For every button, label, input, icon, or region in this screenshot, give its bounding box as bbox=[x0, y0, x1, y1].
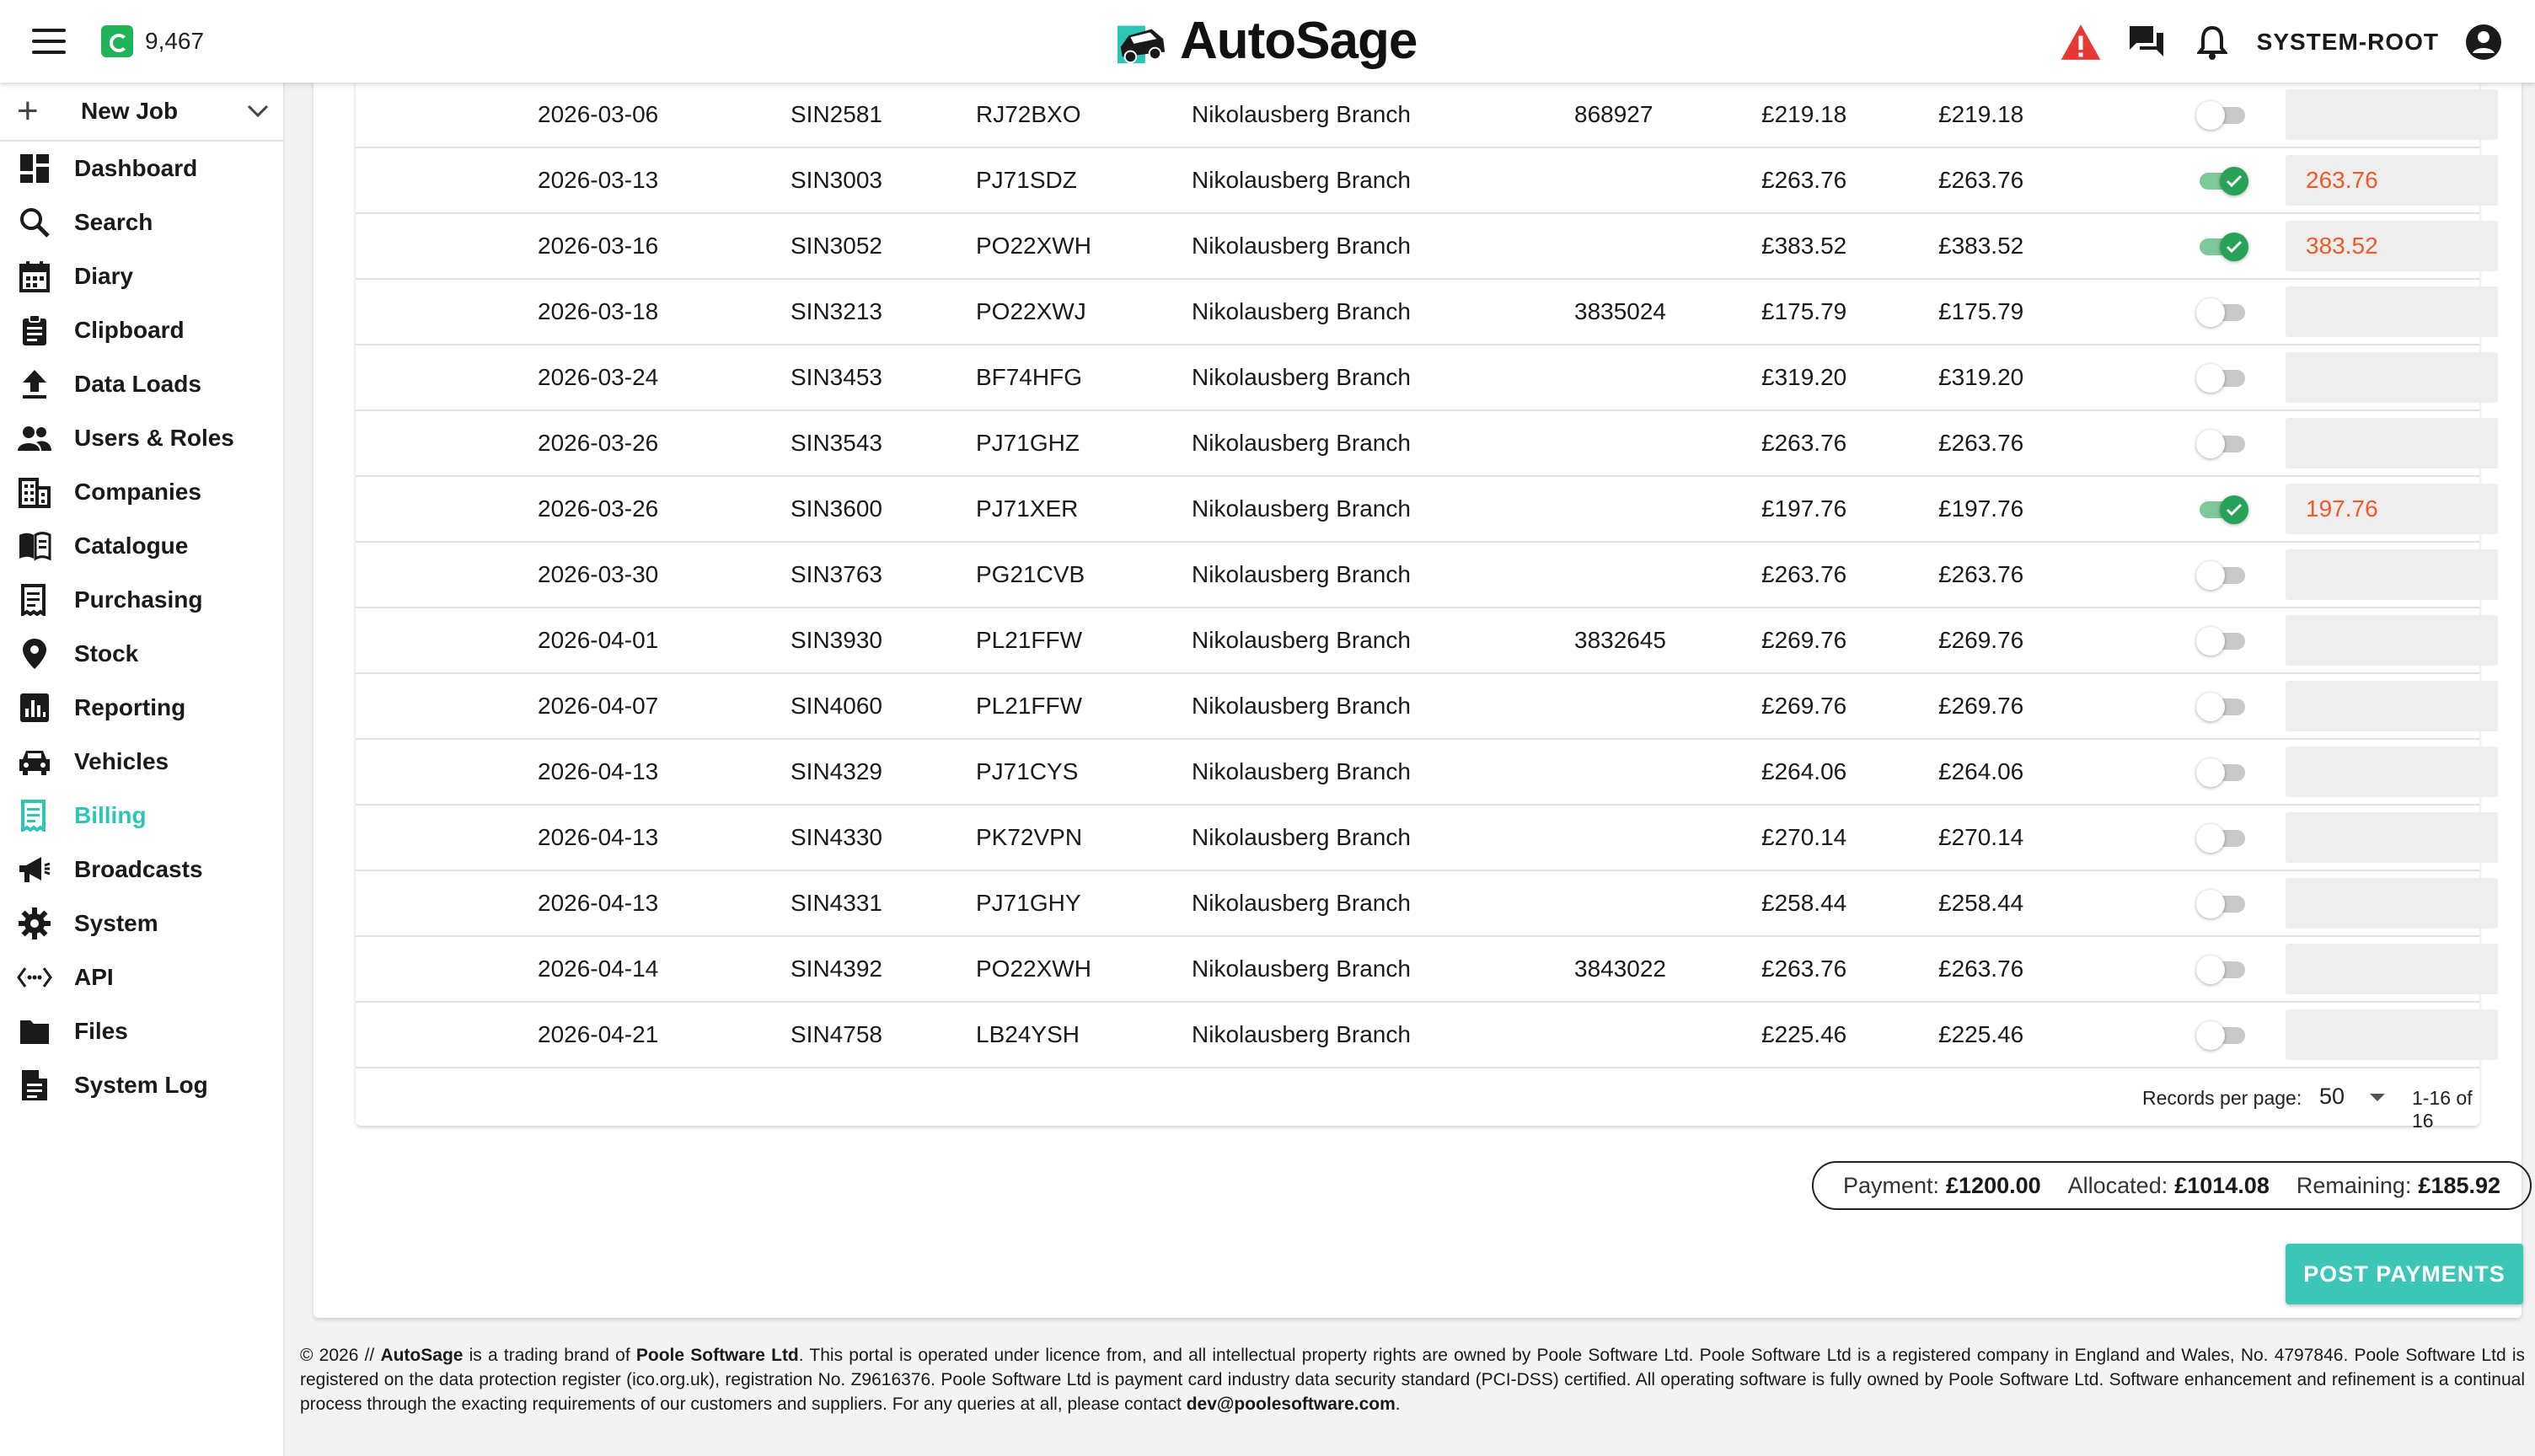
invoice-number-cell: SIN3930 bbox=[791, 627, 882, 653]
sidebar-item-catalogue[interactable] bbox=[0, 519, 283, 573]
brand-name: AutoSage bbox=[1180, 11, 1418, 70]
upload-icon bbox=[17, 367, 52, 402]
invoice-number-cell: SIN3052 bbox=[791, 233, 882, 259]
branch-cell: Nikolausberg Branch bbox=[1192, 890, 1411, 916]
new-job-label: New Job bbox=[81, 98, 179, 124]
api-icon bbox=[17, 960, 52, 995]
toggle-knob bbox=[2196, 758, 2225, 787]
allocation-amount-input[interactable] bbox=[2286, 944, 2498, 994]
footer-company: Poole Software Ltd bbox=[635, 1346, 799, 1365]
vehicle-reg-cell: PO22XWH bbox=[976, 233, 1091, 259]
allocate-toggle[interactable] bbox=[2196, 630, 2248, 652]
top-bar bbox=[0, 0, 2535, 83]
toggle-knob bbox=[2196, 627, 2225, 656]
sidebar-item-system-log[interactable] bbox=[0, 1058, 283, 1112]
credit-balance[interactable] bbox=[101, 25, 204, 57]
outstanding-amount-cell: £175.79 bbox=[1938, 298, 2024, 324]
billing-icon bbox=[17, 798, 52, 833]
sidebar-item-users-roles[interactable] bbox=[0, 411, 283, 465]
outstanding-amount-cell: £263.76 bbox=[1938, 430, 2024, 456]
main-content bbox=[285, 83, 2535, 1456]
allocate-toggle[interactable] bbox=[2196, 499, 2248, 521]
table-row bbox=[356, 411, 2479, 477]
nav-list bbox=[0, 142, 283, 1112]
sidebar-item-label: Vehicles bbox=[74, 748, 169, 774]
toggle-knob bbox=[2196, 101, 2225, 130]
invoice-date-cell: 2026-04-21 bbox=[538, 1021, 659, 1047]
document-icon bbox=[17, 1068, 52, 1103]
sidebar-item-label: Stock bbox=[74, 640, 139, 666]
allocation-amount-input[interactable] bbox=[2286, 615, 2498, 666]
menu-icon[interactable] bbox=[32, 29, 66, 54]
vehicle-reg-cell: PJ71CYS bbox=[976, 758, 1079, 784]
credit-count: 9,467 bbox=[145, 28, 205, 54]
building-icon bbox=[17, 474, 52, 510]
order-number-cell: 3835024 bbox=[1574, 298, 1667, 324]
footer bbox=[300, 1343, 2525, 1416]
invoice-total-cell: £219.18 bbox=[1761, 101, 1847, 127]
dropdown-arrow-icon[interactable] bbox=[2370, 1094, 2385, 1101]
credit-icon bbox=[101, 25, 133, 57]
check-icon bbox=[2226, 174, 2243, 188]
table-row bbox=[356, 280, 2479, 345]
sidebar-item-broadcasts[interactable] bbox=[0, 843, 283, 897]
remaining-value: £185.92 bbox=[2418, 1172, 2501, 1198]
sidebar bbox=[0, 83, 285, 1456]
invoice-number-cell: SIN4060 bbox=[791, 693, 882, 719]
toggle-knob bbox=[2196, 561, 2225, 590]
vehicle-reg-cell: PG21CVB bbox=[976, 561, 1085, 587]
branch-cell: Nikolausberg Branch bbox=[1192, 495, 1411, 522]
calendar-icon bbox=[17, 259, 52, 294]
new-job-button[interactable] bbox=[0, 83, 283, 142]
outstanding-amount-cell: £263.76 bbox=[1938, 956, 2024, 982]
invoice-date-cell: 2026-04-01 bbox=[538, 627, 659, 653]
outstanding-amount-cell: £269.76 bbox=[1938, 627, 2024, 653]
toggle-knob bbox=[2196, 430, 2225, 458]
sidebar-item-vehicles[interactable] bbox=[0, 735, 283, 789]
location-pin-icon bbox=[17, 636, 52, 672]
invoice-date-cell: 2026-03-06 bbox=[538, 101, 659, 127]
allocate-toggle[interactable] bbox=[2196, 433, 2248, 455]
clipboard-icon bbox=[17, 313, 52, 348]
allocate-toggle[interactable] bbox=[2196, 170, 2248, 192]
vehicle-reg-cell: PJ71SDZ bbox=[976, 167, 1077, 193]
car-icon bbox=[17, 744, 52, 779]
outstanding-amount-cell: £263.76 bbox=[1938, 561, 2024, 587]
footer-brand: AutoSage bbox=[380, 1346, 464, 1365]
sidebar-item-label: Reporting bbox=[74, 694, 186, 720]
invoice-date-cell: 2026-03-30 bbox=[538, 561, 659, 587]
invoice-total-cell: £263.76 bbox=[1761, 167, 1847, 193]
allocation-amount-input[interactable] bbox=[2286, 89, 2498, 140]
toggle-knob bbox=[2196, 890, 2225, 918]
allocate-toggle[interactable] bbox=[2196, 959, 2248, 981]
invoice-date-cell: 2026-03-13 bbox=[538, 167, 659, 193]
invoice-number-cell: SIN4329 bbox=[791, 758, 882, 784]
footer-suffix: . bbox=[1395, 1394, 1401, 1414]
toggle-knob bbox=[2196, 1021, 2225, 1050]
invoice-date-cell: 2026-04-13 bbox=[538, 890, 659, 916]
outstanding-amount-cell: £270.14 bbox=[1938, 824, 2024, 850]
order-number-cell: 3843022 bbox=[1574, 956, 1667, 982]
check-icon bbox=[2226, 503, 2243, 517]
allocation-amount-input[interactable]: 197.76 bbox=[2286, 484, 2498, 534]
vehicle-reg-cell: RJ72BXO bbox=[976, 101, 1081, 127]
sidebar-item-label: Broadcasts bbox=[74, 856, 203, 882]
invoice-total-cell: £269.76 bbox=[1761, 693, 1847, 719]
payment-summary bbox=[1812, 1161, 2532, 1210]
sidebar-item-reporting[interactable] bbox=[0, 681, 283, 735]
pagination bbox=[356, 1068, 2479, 1132]
sidebar-item-billing[interactable] bbox=[0, 789, 283, 843]
allocation-amount-input[interactable] bbox=[2286, 747, 2498, 797]
receipt-icon bbox=[17, 582, 52, 618]
sidebar-item-label: Files bbox=[74, 1018, 128, 1044]
invoice-number-cell: SIN2581 bbox=[791, 101, 882, 127]
table-row bbox=[356, 83, 2479, 148]
invoice-total-cell: £263.76 bbox=[1761, 561, 1847, 587]
sidebar-item-clipboard[interactable] bbox=[0, 303, 283, 357]
invoice-total-cell: £319.20 bbox=[1761, 364, 1847, 390]
toggle-knob bbox=[2220, 233, 2248, 261]
vehicle-reg-cell: PJ71GHY bbox=[976, 890, 1081, 916]
sidebar-item-label: Purchasing bbox=[74, 586, 203, 613]
book-icon bbox=[17, 528, 52, 564]
outstanding-amount-cell: £269.76 bbox=[1938, 693, 2024, 719]
invoice-date-cell: 2026-04-13 bbox=[538, 824, 659, 850]
allocation-amount-input[interactable] bbox=[2286, 1009, 2498, 1060]
sidebar-item-dashboard[interactable] bbox=[0, 142, 283, 195]
branch-cell: Nikolausberg Branch bbox=[1192, 167, 1411, 193]
invoice-total-cell: £264.06 bbox=[1761, 758, 1847, 784]
megaphone-icon bbox=[17, 852, 52, 887]
account-icon[interactable] bbox=[2463, 21, 2505, 63]
billing-card bbox=[314, 83, 2522, 1318]
sidebar-item-label: System Log bbox=[74, 1072, 208, 1098]
sidebar-item-api[interactable] bbox=[0, 950, 283, 1004]
table-row bbox=[356, 1003, 2479, 1068]
header-actions bbox=[2060, 20, 2505, 64]
branch-cell: Nikolausberg Branch bbox=[1192, 824, 1411, 850]
sidebar-item-label: Diary bbox=[74, 263, 134, 289]
branch-cell: Nikolausberg Branch bbox=[1192, 298, 1411, 324]
allocated-value: £1014.08 bbox=[2174, 1172, 2270, 1198]
sidebar-item-label: Dashboard bbox=[74, 155, 198, 181]
vehicle-reg-cell: PL21FFW bbox=[976, 627, 1083, 653]
branch-cell: Nikolausberg Branch bbox=[1192, 430, 1411, 456]
invoice-date-cell: 2026-04-13 bbox=[538, 758, 659, 784]
outstanding-amount-cell: £383.52 bbox=[1938, 233, 2024, 259]
plus-icon: + bbox=[17, 90, 39, 131]
allocation-amount-input[interactable] bbox=[2286, 418, 2498, 468]
invoice-number-cell: SIN4758 bbox=[791, 1021, 882, 1047]
invoice-total-cell: £225.46 bbox=[1761, 1021, 1847, 1047]
allocate-toggle[interactable] bbox=[2196, 236, 2248, 258]
invoice-number-cell: SIN3213 bbox=[791, 298, 882, 324]
outstanding-amount-cell: £319.20 bbox=[1938, 364, 2024, 390]
allocate-toggle[interactable] bbox=[2196, 1025, 2248, 1046]
invoice-date-cell: 2026-04-14 bbox=[538, 956, 659, 982]
allocate-toggle[interactable] bbox=[2196, 104, 2248, 126]
toggle-knob bbox=[2196, 364, 2225, 393]
vehicle-reg-cell: PL21FFW bbox=[976, 693, 1083, 719]
order-number-cell: 868927 bbox=[1574, 101, 1653, 127]
order-number-cell: 3832645 bbox=[1574, 627, 1667, 653]
table-row bbox=[356, 674, 2479, 740]
sidebar-item-label: Search bbox=[74, 209, 153, 235]
sidebar-item-files[interactable] bbox=[0, 1004, 283, 1058]
branch-cell: Nikolausberg Branch bbox=[1192, 758, 1411, 784]
table-row bbox=[356, 543, 2479, 608]
allocate-toggle[interactable] bbox=[2196, 893, 2248, 915]
post-payments-button[interactable]: POST PAYMENTS bbox=[2286, 1244, 2523, 1304]
invoice-number-cell: SIN3003 bbox=[791, 167, 882, 193]
outstanding-amount-cell: £258.44 bbox=[1938, 890, 2024, 916]
sidebar-item-label: Users & Roles bbox=[74, 425, 234, 451]
invoice-number-cell: SIN3543 bbox=[791, 430, 882, 456]
invoice-total-cell: £383.52 bbox=[1761, 233, 1847, 259]
allocation-amount-input[interactable] bbox=[2286, 681, 2498, 731]
sidebar-item-label: Data Loads bbox=[74, 371, 201, 397]
sidebar-item-search[interactable] bbox=[0, 195, 283, 249]
branch-cell: Nikolausberg Branch bbox=[1192, 1021, 1411, 1047]
table-row bbox=[356, 148, 2479, 214]
invoice-date-cell: 2026-03-24 bbox=[538, 364, 659, 390]
invoice-date-cell: 2026-03-26 bbox=[538, 430, 659, 456]
invoice-date-cell: 2026-03-18 bbox=[538, 298, 659, 324]
outstanding-amount-cell: £264.06 bbox=[1938, 758, 2024, 784]
table-row bbox=[356, 740, 2479, 806]
sidebar-item-diary[interactable] bbox=[0, 249, 283, 303]
invoice-number-cell: SIN4331 bbox=[791, 890, 882, 916]
outstanding-amount-cell: £197.76 bbox=[1938, 495, 2024, 522]
toggle-knob bbox=[2196, 298, 2225, 327]
table-row bbox=[356, 608, 2479, 674]
invoice-total-cell: £270.14 bbox=[1761, 824, 1847, 850]
allocate-toggle[interactable] bbox=[2196, 827, 2248, 849]
outstanding-amount-cell: £219.18 bbox=[1938, 101, 2024, 127]
allocate-toggle[interactable] bbox=[2196, 367, 2248, 389]
allocation-amount-input[interactable] bbox=[2286, 812, 2498, 863]
invoice-date-cell: 2026-04-07 bbox=[538, 693, 659, 719]
invoice-total-cell: £263.76 bbox=[1761, 430, 1847, 456]
allocation-amount-input[interactable] bbox=[2286, 352, 2498, 403]
invoice-total-cell: £263.76 bbox=[1761, 956, 1847, 982]
vehicle-reg-cell: PJ71GHZ bbox=[976, 430, 1080, 456]
sidebar-item-label: Billing bbox=[74, 802, 147, 828]
branch-cell: Nikolausberg Branch bbox=[1192, 233, 1411, 259]
sidebar-item-label: Companies bbox=[74, 479, 201, 505]
search-icon bbox=[17, 205, 52, 240]
records-per-page-label: Records per page: bbox=[2142, 1087, 2302, 1109]
check-icon bbox=[2226, 240, 2243, 254]
invoice-date-cell: 2026-03-16 bbox=[538, 233, 659, 259]
allocate-toggle[interactable] bbox=[2196, 302, 2248, 324]
allocate-toggle[interactable] bbox=[2196, 696, 2248, 718]
chart-icon bbox=[17, 690, 52, 725]
invoice-total-cell: £258.44 bbox=[1761, 890, 1847, 916]
sidebar-item-data-loads[interactable] bbox=[0, 357, 283, 411]
invoice-date-cell: 2026-03-26 bbox=[538, 495, 659, 522]
allocation-amount-input[interactable]: 383.52 bbox=[2286, 221, 2498, 271]
branch-cell: Nikolausberg Branch bbox=[1192, 364, 1411, 390]
pagination-range: 1-16 of 16 bbox=[2412, 1087, 2473, 1132]
allocation-amount-input[interactable] bbox=[2286, 549, 2498, 600]
payment-value: £1200.00 bbox=[1946, 1172, 2041, 1198]
branch-cell: Nikolausberg Branch bbox=[1192, 693, 1411, 719]
table-row bbox=[356, 937, 2479, 1003]
table-row bbox=[356, 871, 2479, 937]
dashboard-icon bbox=[17, 151, 52, 186]
vehicle-reg-cell: PO22XWH bbox=[976, 956, 1091, 982]
allocated-label: Allocated: bbox=[2067, 1172, 2168, 1198]
table-row bbox=[356, 806, 2479, 871]
footer-email-link[interactable]: dev@poolesoftware.com bbox=[1186, 1394, 1396, 1414]
chevron-down-icon[interactable] bbox=[233, 104, 283, 118]
branch-cell: Nikolausberg Branch bbox=[1192, 956, 1411, 982]
outstanding-amount-cell: £225.46 bbox=[1938, 1021, 2024, 1047]
sidebar-item-purchasing[interactable] bbox=[0, 573, 283, 627]
chat-icon[interactable] bbox=[2125, 21, 2168, 63]
vehicle-reg-cell: PJ71XER bbox=[976, 495, 1079, 522]
toggle-knob bbox=[2196, 956, 2225, 984]
folder-icon bbox=[17, 1014, 52, 1049]
table-row bbox=[356, 477, 2479, 543]
warning-icon[interactable] bbox=[2060, 21, 2102, 63]
invoice-number-cell: SIN4392 bbox=[791, 956, 882, 982]
outstanding-amount-cell: £263.76 bbox=[1938, 167, 2024, 193]
user-name[interactable]: SYSTEM-ROOT bbox=[2256, 29, 2439, 55]
users-icon bbox=[17, 420, 52, 456]
allocation-amount-input[interactable]: 263.76 bbox=[2286, 155, 2498, 206]
invoice-number-cell: SIN3453 bbox=[791, 364, 882, 390]
vehicle-reg-cell: BF74HFG bbox=[976, 364, 1083, 390]
sidebar-item-label: Clipboard bbox=[74, 317, 185, 343]
sidebar-item-label: System bbox=[74, 910, 158, 936]
vehicle-reg-cell: PO22XWJ bbox=[976, 298, 1086, 324]
toggle-knob bbox=[2220, 495, 2248, 524]
car-logo-icon bbox=[1116, 13, 1168, 67]
brand-logo[interactable] bbox=[1116, 7, 1417, 74]
branch-cell: Nikolausberg Branch bbox=[1192, 561, 1411, 587]
footer-middle: is a trading brand of bbox=[463, 1346, 636, 1365]
vehicle-reg-cell: PK72VPN bbox=[976, 824, 1083, 850]
invoice-total-cell: £269.76 bbox=[1761, 627, 1847, 653]
allocation-amount-input[interactable] bbox=[2286, 286, 2498, 337]
sidebar-item-system[interactable] bbox=[0, 897, 283, 950]
allocate-toggle[interactable] bbox=[2196, 565, 2248, 586]
branch-cell: Nikolausberg Branch bbox=[1192, 627, 1411, 653]
invoice-total-cell: £197.76 bbox=[1761, 495, 1847, 522]
remaining-label: Remaining: bbox=[2296, 1172, 2412, 1198]
table-row bbox=[356, 214, 2479, 280]
table-row bbox=[356, 345, 2479, 411]
sidebar-item-label: API bbox=[74, 964, 114, 990]
payment-label: Payment: bbox=[1842, 1172, 1940, 1198]
allocation-amount-input[interactable] bbox=[2286, 878, 2498, 929]
branch-cell: Nikolausberg Branch bbox=[1192, 101, 1411, 127]
invoice-number-cell: SIN3763 bbox=[791, 561, 882, 587]
sidebar-item-label: Catalogue bbox=[74, 533, 189, 559]
toggle-knob bbox=[2220, 167, 2248, 195]
bell-icon[interactable] bbox=[2191, 21, 2233, 63]
footer-prefix: © 2026 // bbox=[300, 1346, 381, 1365]
footer-body: . This portal is operated under licence from, and all intellectual property rights are owned by Poole Software Ltd. Poole Software Ltd is a registered company in England and Wales, No. 4797846. Poole Software Ltd is registered on the data protection register (ico.org.uk), registration No. Z9616376. Poole Software Ltd is payment card industry data security standard (PCI-DSS) certified. All operating software is fully owned by Poole Software Ltd. Software enhancement and refinement is a continual process through the exacting requirements of our customers and suppliers. For any queries at all, please contact bbox=[300, 1346, 2525, 1414]
toggle-knob bbox=[2196, 693, 2225, 721]
allocate-toggle[interactable] bbox=[2196, 762, 2248, 784]
invoice-number-cell: SIN4330 bbox=[791, 824, 882, 850]
vehicle-reg-cell: LB24YSH bbox=[976, 1021, 1080, 1047]
records-per-page-select[interactable]: 50 bbox=[2319, 1084, 2345, 1109]
invoice-number-cell: SIN3600 bbox=[791, 495, 882, 522]
invoice-table bbox=[356, 83, 2479, 1132]
invoice-total-cell: £175.79 bbox=[1761, 298, 1847, 324]
gear-icon bbox=[17, 906, 52, 941]
sidebar-item-companies[interactable] bbox=[0, 465, 283, 519]
toggle-knob bbox=[2196, 824, 2225, 853]
sidebar-item-stock[interactable] bbox=[0, 627, 283, 681]
